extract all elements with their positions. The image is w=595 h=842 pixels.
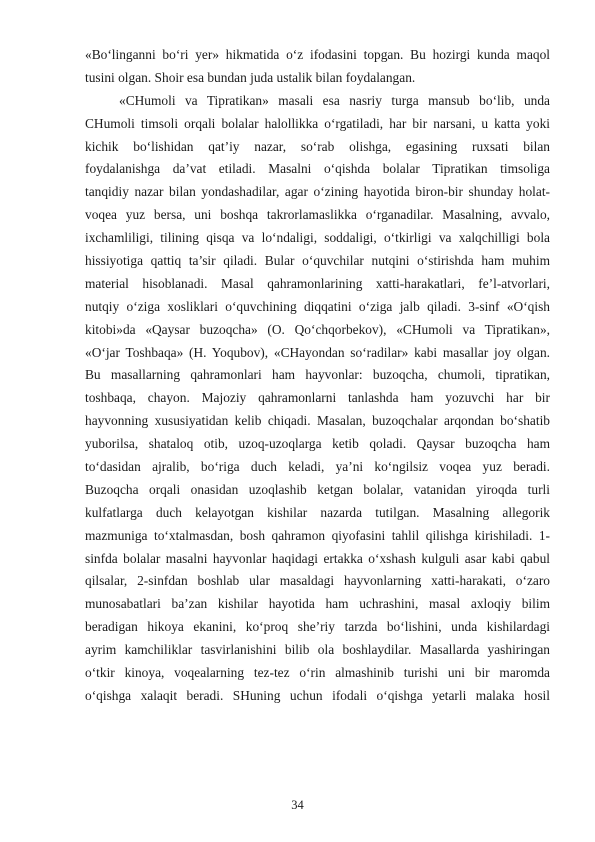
paragraph-start-line: «CHumoli va Tipratikan» masali esa nasriy turga mansub bo‘lib, unda [119,92,550,108]
text-line: CHumoli timsoli orqali bolalar halollikka o‘rgatiladi, har bir narsani, u katta yoki [85,115,550,131]
text-line: qilsalar, 2-sinfdan boshlab ular masaldagi hayvonlarning xatti-harakati, o‘zaro [85,573,550,589]
text-line: «O‘jar Toshbaqa» (H. Yoqubov), «CHayondan so‘radilar» kabi masallar joy olgan. [85,344,550,360]
text-line: kulfatlarga duch kelayotgan kishilar nazarda tutilgan. Masalning allegorik [85,504,550,520]
text-line: material hisoblanadi. Masal qahramonlarining xatti-harakatlari, fe’l-atvorlari, [85,275,550,291]
text-line: o‘qishga xalaqit beradi. SHuning uchun ifodali o‘qishga yetarli malaka hosil [85,687,550,703]
text-line: nutqiy o‘ziga xosliklari o‘quvchining diqqatini o‘ziga jalb qiladi. 3-sinf «O‘qish [85,298,550,314]
text-line: Buzoqcha orqali onasidan uzoqlashib ketgan bolalar, vatanidan yiroqda turli [85,481,550,497]
text-line: kichik bo‘lishidan qat’iy nazar, so‘rab olishga, egasining ruxsati bilan [85,138,550,154]
text-line: Bu masallarning qahramonlari ham hayvonlar: buzoqcha, chumoli, tipratikan, [85,367,550,383]
text-line: beradigan hikoya ekanini, ko‘proq she’riy tarzda bo‘lishini, unda kishilardagi [85,619,550,635]
text-line: ayrim kamchiliklar tasvirlanishini bilib ola boshlaydilar. Masallarda yashiringan [85,642,550,658]
text-line: yuborilsa, shataloq otib, uzoq-uzoqlarga ketib qoladi. Qaysar buzoqcha ham [85,436,550,452]
text-line: tanqidiy nazar bilan yondashadilar, agar o‘zining hayotida biron-bir shunday holat- [85,184,550,200]
text-line: to‘dasidan ajralib, bo‘riga duch keladi, ya’ni ko‘ngilsiz voqea yuz beradi. [85,459,550,475]
text-line: hissiyotiga qattiq ta’sir qiladi. Bular o‘quvchilar nutqini o‘stirishda ham muhim [85,253,550,269]
page-number: 34 [291,798,304,812]
text-line: «Bo‘linganni bo‘ri yer» hikmatida o‘z ifodasini topgan. Bu hozirgi kunda maqol [85,47,550,62]
text-line: kitobi»da «Qaysar buzoqcha» (O. Qo‘chqorbekov), «CHumoli va Tipratikan», [85,321,550,337]
text-line: tusini olgan. Shoir esa bundan juda ustalik bilan foydalangan. [85,69,416,85]
text-line: ixchamliligi, tilining qisqa va lo‘ndaligi, soddaligi, o‘tkirligi va xalqchilligi bola [85,230,550,246]
text-line: hayvonning xususiyatidan kelib chiqadi. Masalan, buzoqchalar arqondan bo‘shatib [85,413,550,429]
text-line: sinfda bolalar masalni hayvonlar haqidagi ertakka o‘xshash kulguli asar kabi qabul [85,550,550,566]
document-body [85,44,550,708]
text-line: foydalanishga da’vat etiladi. Masalni o‘qishda bolalar Tipratikan timsoliga [85,161,550,177]
text-line: munosabatlari ba’zan kishilar hayotida ham uchrashini, masal axloqiy bilim [85,596,550,612]
text-line: toshbaqa, chayon. Majoziy qahramonlarni tanlashda ham yozuvchi har bir [85,390,550,406]
text-line: o‘tkir kinoya, voqealarning tez-tez o‘rin almashinib turishi uni bir maromda [85,665,550,681]
text-line: mazmuniga to‘xtalmasdan, bosh qahramon qiyofasini tahlil qilishga kirishiladi. 1- [85,527,550,543]
text-line: voqea yuz bersa, uni boshqa takrorlamaslikka o‘rganadilar. Masalning, avvalo, [85,207,550,223]
